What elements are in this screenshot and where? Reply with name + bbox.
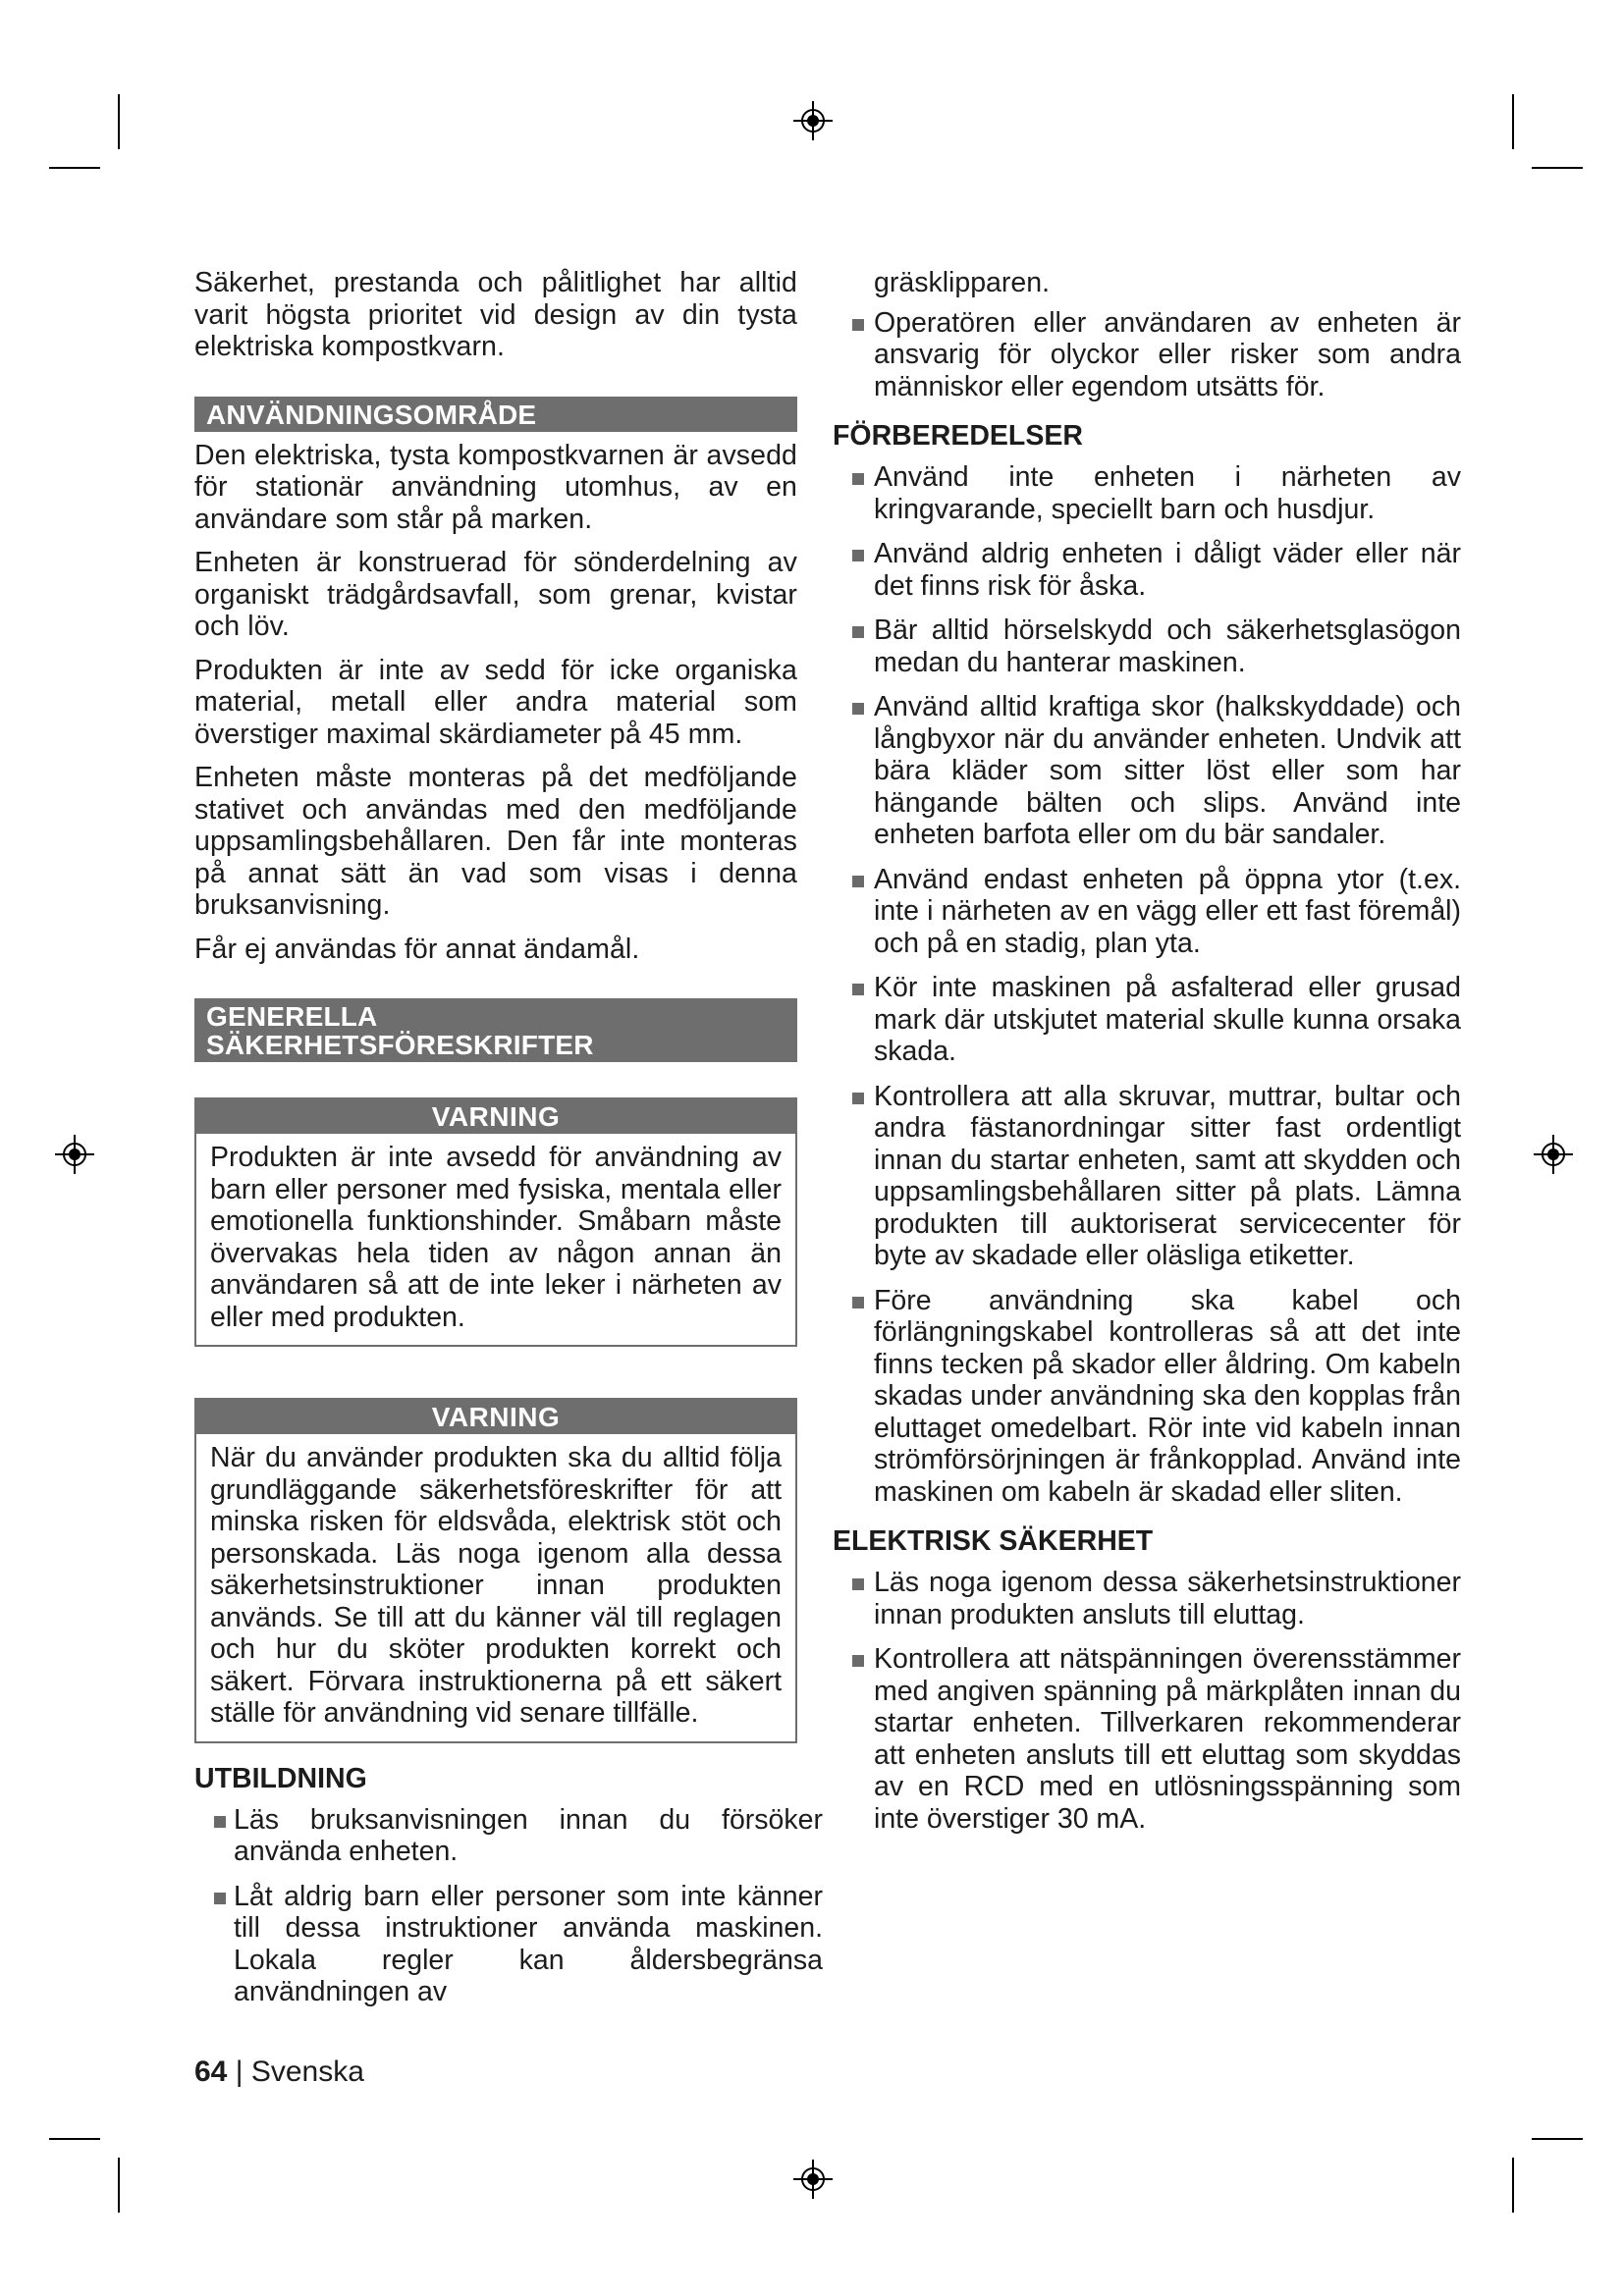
crop-mark [49, 167, 100, 169]
registration-mark-icon [1534, 1135, 1573, 1174]
electrical-safety-heading: ELEKTRISK SÄKERHET [833, 1525, 1154, 1557]
section-title-line: GENERELLA [206, 1001, 378, 1032]
bullet-square-icon [852, 1093, 864, 1104]
bullet-square-icon [852, 703, 864, 715]
bullet-square-icon [852, 319, 864, 331]
training-list [194, 1804, 823, 2008]
footer-separator: | [235, 2056, 244, 2088]
electrical-safety-list [833, 1567, 1461, 1835]
preparation-list [833, 461, 1461, 1508]
list-item: Kör inte maskinen på asfalterad eller grusad mark där utskjutet material skulle kunna orsaka skada. [833, 972, 1461, 1068]
list-item: Använd endast enheten på öppna ytor (t.ex. inte i närheten av en vägg eller ett fast föremål) och på en stadig, plan yta. [833, 864, 1461, 960]
list-item: gräsklipparen. [874, 267, 1051, 298]
crop-mark [1532, 2138, 1583, 2140]
body-paragraph: Den elektriska, tysta kompostkvarnen är avsedd för stationär användning utomhus, av en användare som står på marken. [194, 439, 797, 535]
crop-mark [118, 2158, 120, 2213]
list-item: Kontrollera att nätspänningen överensstämmer med angiven spänning på märkplåten innan du startar enheten. Tillverkaren rekommenderar att enheten ansluts till ett eluttag som skyddas av en RCD med en utlösningsspänning som inte överstiger 30 mA. [833, 1643, 1461, 1835]
bullet-square-icon [852, 984, 864, 995]
right-column [833, 267, 1461, 1847]
registration-mark-icon [793, 101, 833, 140]
footer-language: Svenska [250, 2056, 364, 2088]
list-item: Läs bruksanvisningen innan du försöker använda enheten. [194, 1804, 823, 1868]
crop-mark [1512, 94, 1514, 149]
continued-list [833, 267, 1461, 402]
section-title-general-safety [194, 998, 797, 1062]
list-item: Använd aldrig enheten i dåligt väder eller när det finns risk för åska. [833, 538, 1461, 602]
bullet-square-icon [852, 626, 864, 638]
warning-box [194, 1398, 797, 1743]
body-paragraph: Får ej användas för annat ändamål. [194, 933, 640, 965]
list-item: Använd alltid kraftiga skor (halkskyddade) och långbyxor när du använder enheten. Undvik att bära kläder som sitter löst eller som har hängande bälten och slips. Använd inte enheten barfota eller om du bär sandaler. [833, 691, 1461, 851]
bullet-square-icon [852, 1655, 864, 1667]
bullet-square-icon [214, 1816, 226, 1828]
crop-mark [118, 94, 120, 149]
section-title-usage: ANVÄNDNINGSOMRÅDE [194, 397, 797, 432]
bullet-square-icon [852, 473, 864, 485]
warning-text: När du använder produkten ska du alltid följa grundläggande säkerhetsföreskrifter för att minska risken för eldsvåda, elektrisk stöt och personskada. Läs noga igenom alla dessa säkerhetsinstruktioner innan produkten används. Se till att du känner väl till reglagen och hur du sköter produkten korrekt och säkert. Förvara instruktionerna på ett säkert ställe för användning vid senare tillfälle. [210, 1442, 782, 1729]
list-item: Före användning ska kabel och förlängningskabel kontrolleras så att det inte finns tecken på skador eller åldring. Om kabeln skadas under användning ska den kopplas från eluttaget omedelbart. Rör inte vid kabeln innan strömförsörjningen är frånkopplad. Använd inte maskinen om kabeln är skadad eller sliten. [833, 1285, 1461, 1509]
warning-text: Produkten är inte avsedd för användning av barn eller personer med fysiska, mentala eller emotionella funktionshinder. Småbarn måste övervakas hela tiden av någon annan än användaren så att de inte leker i närheten av eller med produkten. [210, 1142, 782, 1333]
training-heading: UTBILDNING [194, 1762, 367, 1794]
body-paragraph: Enheten måste monteras på det medföljande stativet och användas med den medföljande uppsamlingsbehållaren. Den får inte monteras på annat sätt än vad som visas i denna bruksanvisning. [194, 762, 797, 921]
warning-header: VARNING [196, 1400, 795, 1434]
body-paragraph: Enheten är konstruerad för sönderdelning av organiskt trädgårdsavfall, som grenar, kvistar och löv. [194, 547, 797, 642]
list-item: Låt aldrig barn eller personer som inte känner till dessa instruktioner använda maskinen. Lokala regler kan åldersbegränsa användningen av [194, 1881, 823, 2008]
bullet-square-icon [214, 1893, 226, 1904]
list-item: Operatören eller användaren av enheten är ansvarig för olyckor eller risker som andra människor eller egendom utsätts för. [833, 307, 1461, 403]
list-item: Bär alltid hörselskydd och säkerhetsglasögon medan du hanterar maskinen. [833, 614, 1461, 678]
bullet-square-icon [852, 876, 864, 887]
crop-mark [1512, 2158, 1514, 2213]
page-footer [194, 2056, 364, 2089]
left-column [194, 267, 823, 2021]
crop-mark [49, 2138, 100, 2140]
crop-mark [1532, 167, 1583, 169]
registration-mark-icon [55, 1135, 94, 1174]
list-item: Läs noga igenom dessa säkerhetsinstruktioner innan produkten ansluts till eluttag. [833, 1567, 1461, 1630]
section-title-line: SÄKERHETSFÖRESKRIFTER [206, 1030, 594, 1060]
warning-box [194, 1097, 797, 1347]
page-number: 64 [194, 2056, 228, 2088]
bullet-square-icon [852, 1578, 864, 1590]
warning-header: VARNING [196, 1099, 795, 1134]
list-item: Använd inte enheten i närheten av kringvarande, speciellt barn och husdjur. [833, 461, 1461, 525]
intro-paragraph: Säkerhet, prestanda och pålitlighet har alltid varit högsta prioritet vid design av din tysta elektriska kompostkvarn. [194, 267, 797, 362]
body-paragraph: Produkten är inte av sedd för icke organiska material, metall eller andra material som överstiger maximal skärdiameter på 45 mm. [194, 654, 797, 750]
registration-mark-icon [793, 2160, 833, 2199]
preparation-heading: FÖRBEREDELSER [833, 420, 1083, 452]
bullet-square-icon [852, 1297, 864, 1308]
bullet-square-icon [852, 550, 864, 561]
list-item: Kontrollera att alla skruvar, muttrar, bultar och andra fästanordningar sitter fast ordentligt innan du startar enheten, samt att skydden och uppsamlingsbehållaren sitter på plats. Lämna produkten till auktoriserat servicecenter för byte av skadade eller oläsliga etiketter. [833, 1081, 1461, 1272]
